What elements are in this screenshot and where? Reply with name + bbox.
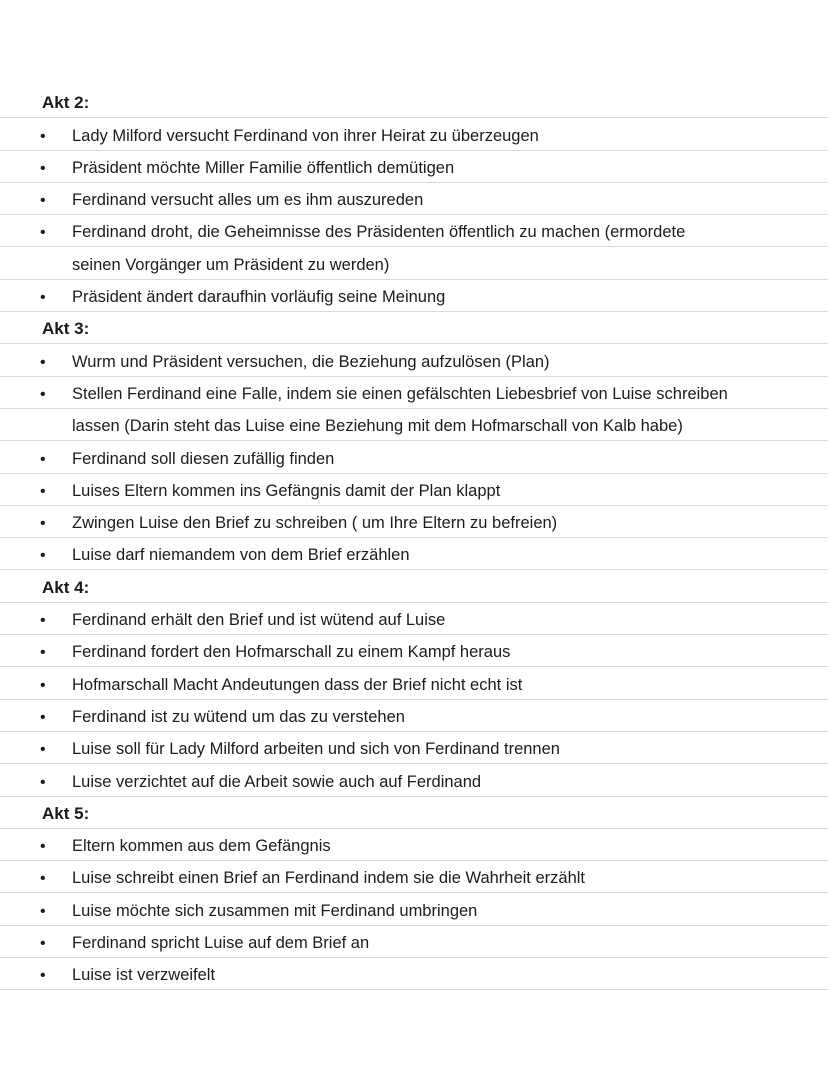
list-item (0, 474, 828, 506)
list-item-text: Luise möchte sich zusammen mit Ferdinand umbringen (72, 901, 478, 920)
bullet-icon: • (40, 127, 46, 145)
list-item-text: Ferdinand soll diesen zufällig finden (72, 449, 335, 468)
list-item-text: Ferdinand versucht alles um es ihm auszureden (72, 191, 424, 210)
list-item-text: Stellen Ferdinand eine Falle, indem sie einen gefälschten Liebesbrief von Luise schreiben (72, 384, 728, 403)
list-item (0, 893, 828, 925)
list-item-text: Präsident möchte Miller Familie öffentlich demütigen (72, 158, 455, 177)
list-item (0, 183, 828, 215)
bullet-icon: • (40, 902, 46, 920)
bullet-icon: • (40, 773, 46, 791)
section-heading-row (0, 312, 828, 344)
notes-page (0, 86, 828, 990)
bullet-icon: • (40, 353, 46, 371)
list-item-text: Ferdinand ist zu wütend um das zu verstehen (72, 707, 405, 726)
list-item (0, 280, 828, 312)
bullet-icon: • (40, 515, 46, 533)
list-item-text: Präsident ändert daraufhin vorläufig seine Meinung (72, 288, 446, 307)
section-heading: Akt 3: (42, 319, 90, 339)
section-heading-row (0, 86, 828, 118)
list-item-text: Ferdinand erhält den Brief und ist wütend auf Luise (72, 611, 446, 630)
list-item (0, 377, 828, 409)
list-item (0, 829, 828, 861)
section-heading: Akt 4: (42, 577, 90, 597)
list-item (0, 667, 828, 699)
section-heading: Akt 2: (42, 93, 90, 113)
bullet-icon: • (40, 967, 46, 985)
list-item-text: Luise ist verzweifelt (72, 966, 216, 985)
list-item-text: Ferdinand fordert den Hofmarschall zu einem Kampf heraus (72, 643, 511, 662)
list-item-text: Wurm und Präsident versuchen, die Beziehung aufzulösen (Plan) (72, 352, 550, 371)
list-item-text: Ferdinand spricht Luise auf dem Brief an (72, 934, 370, 953)
bullet-icon: • (40, 741, 46, 759)
list-item (0, 700, 828, 732)
bullet-icon: • (40, 838, 46, 856)
bullet-icon: • (40, 547, 46, 565)
list-item (0, 926, 828, 958)
list-item-text: Lady Milford versucht Ferdinand von ihrer Heirat zu überzeugen (72, 126, 539, 145)
bullet-icon: • (40, 870, 46, 888)
bullet-icon: • (40, 482, 46, 500)
bullet-icon: • (40, 676, 46, 694)
list-item (0, 344, 828, 376)
list-item (0, 958, 828, 990)
list-item (0, 118, 828, 150)
list-item (0, 506, 828, 538)
list-item-continuation (0, 409, 828, 441)
bullet-icon: • (40, 289, 46, 307)
list-item-text: Eltern kommen aus dem Gefängnis (72, 837, 331, 856)
bullet-icon: • (40, 385, 46, 403)
bullet-icon: • (40, 159, 46, 177)
list-item (0, 151, 828, 183)
list-item-text: Luise darf niemandem von dem Brief erzählen (72, 546, 410, 565)
list-item-text: Luise soll für Lady Milford arbeiten und sich von Ferdinand trennen (72, 740, 560, 759)
list-item-text: lassen (Darin steht das Luise eine Beziehung mit dem Hofmarschall von Kalb habe) (72, 417, 683, 436)
list-item-text: seinen Vorgänger um Präsident zu werden) (72, 255, 390, 274)
bullet-icon: • (40, 708, 46, 726)
list-item-text: Ferdinand droht, die Geheimnisse des Präsidenten öffentlich zu machen (ermordete (72, 223, 686, 242)
list-item (0, 861, 828, 893)
bullet-icon: • (40, 450, 46, 468)
bullet-icon: • (40, 935, 46, 953)
bullet-icon: • (40, 644, 46, 662)
section-heading-row (0, 570, 828, 602)
list-item-text: Luises Eltern kommen ins Gefängnis damit der Plan klappt (72, 481, 501, 500)
section-heading: Akt 5: (42, 803, 90, 823)
list-item (0, 215, 828, 247)
list-item (0, 732, 828, 764)
list-item (0, 635, 828, 667)
list-item-text: Zwingen Luise den Brief zu schreiben ( um Ihre Eltern zu befreien) (72, 514, 558, 533)
list-item-text: Hofmarschall Macht Andeutungen dass der Brief nicht echt ist (72, 675, 523, 694)
list-item-text: Luise verzichtet auf die Arbeit sowie auch auf Ferdinand (72, 772, 482, 791)
bullet-icon: • (40, 612, 46, 630)
list-item (0, 538, 828, 570)
list-item (0, 603, 828, 635)
list-item (0, 441, 828, 473)
section-heading-row (0, 797, 828, 829)
list-item-text: Luise schreibt einen Brief an Ferdinand indem sie die Wahrheit erzählt (72, 869, 585, 888)
bullet-icon: • (40, 224, 46, 242)
list-item (0, 764, 828, 796)
list-item-continuation (0, 247, 828, 279)
bullet-icon: • (40, 192, 46, 210)
